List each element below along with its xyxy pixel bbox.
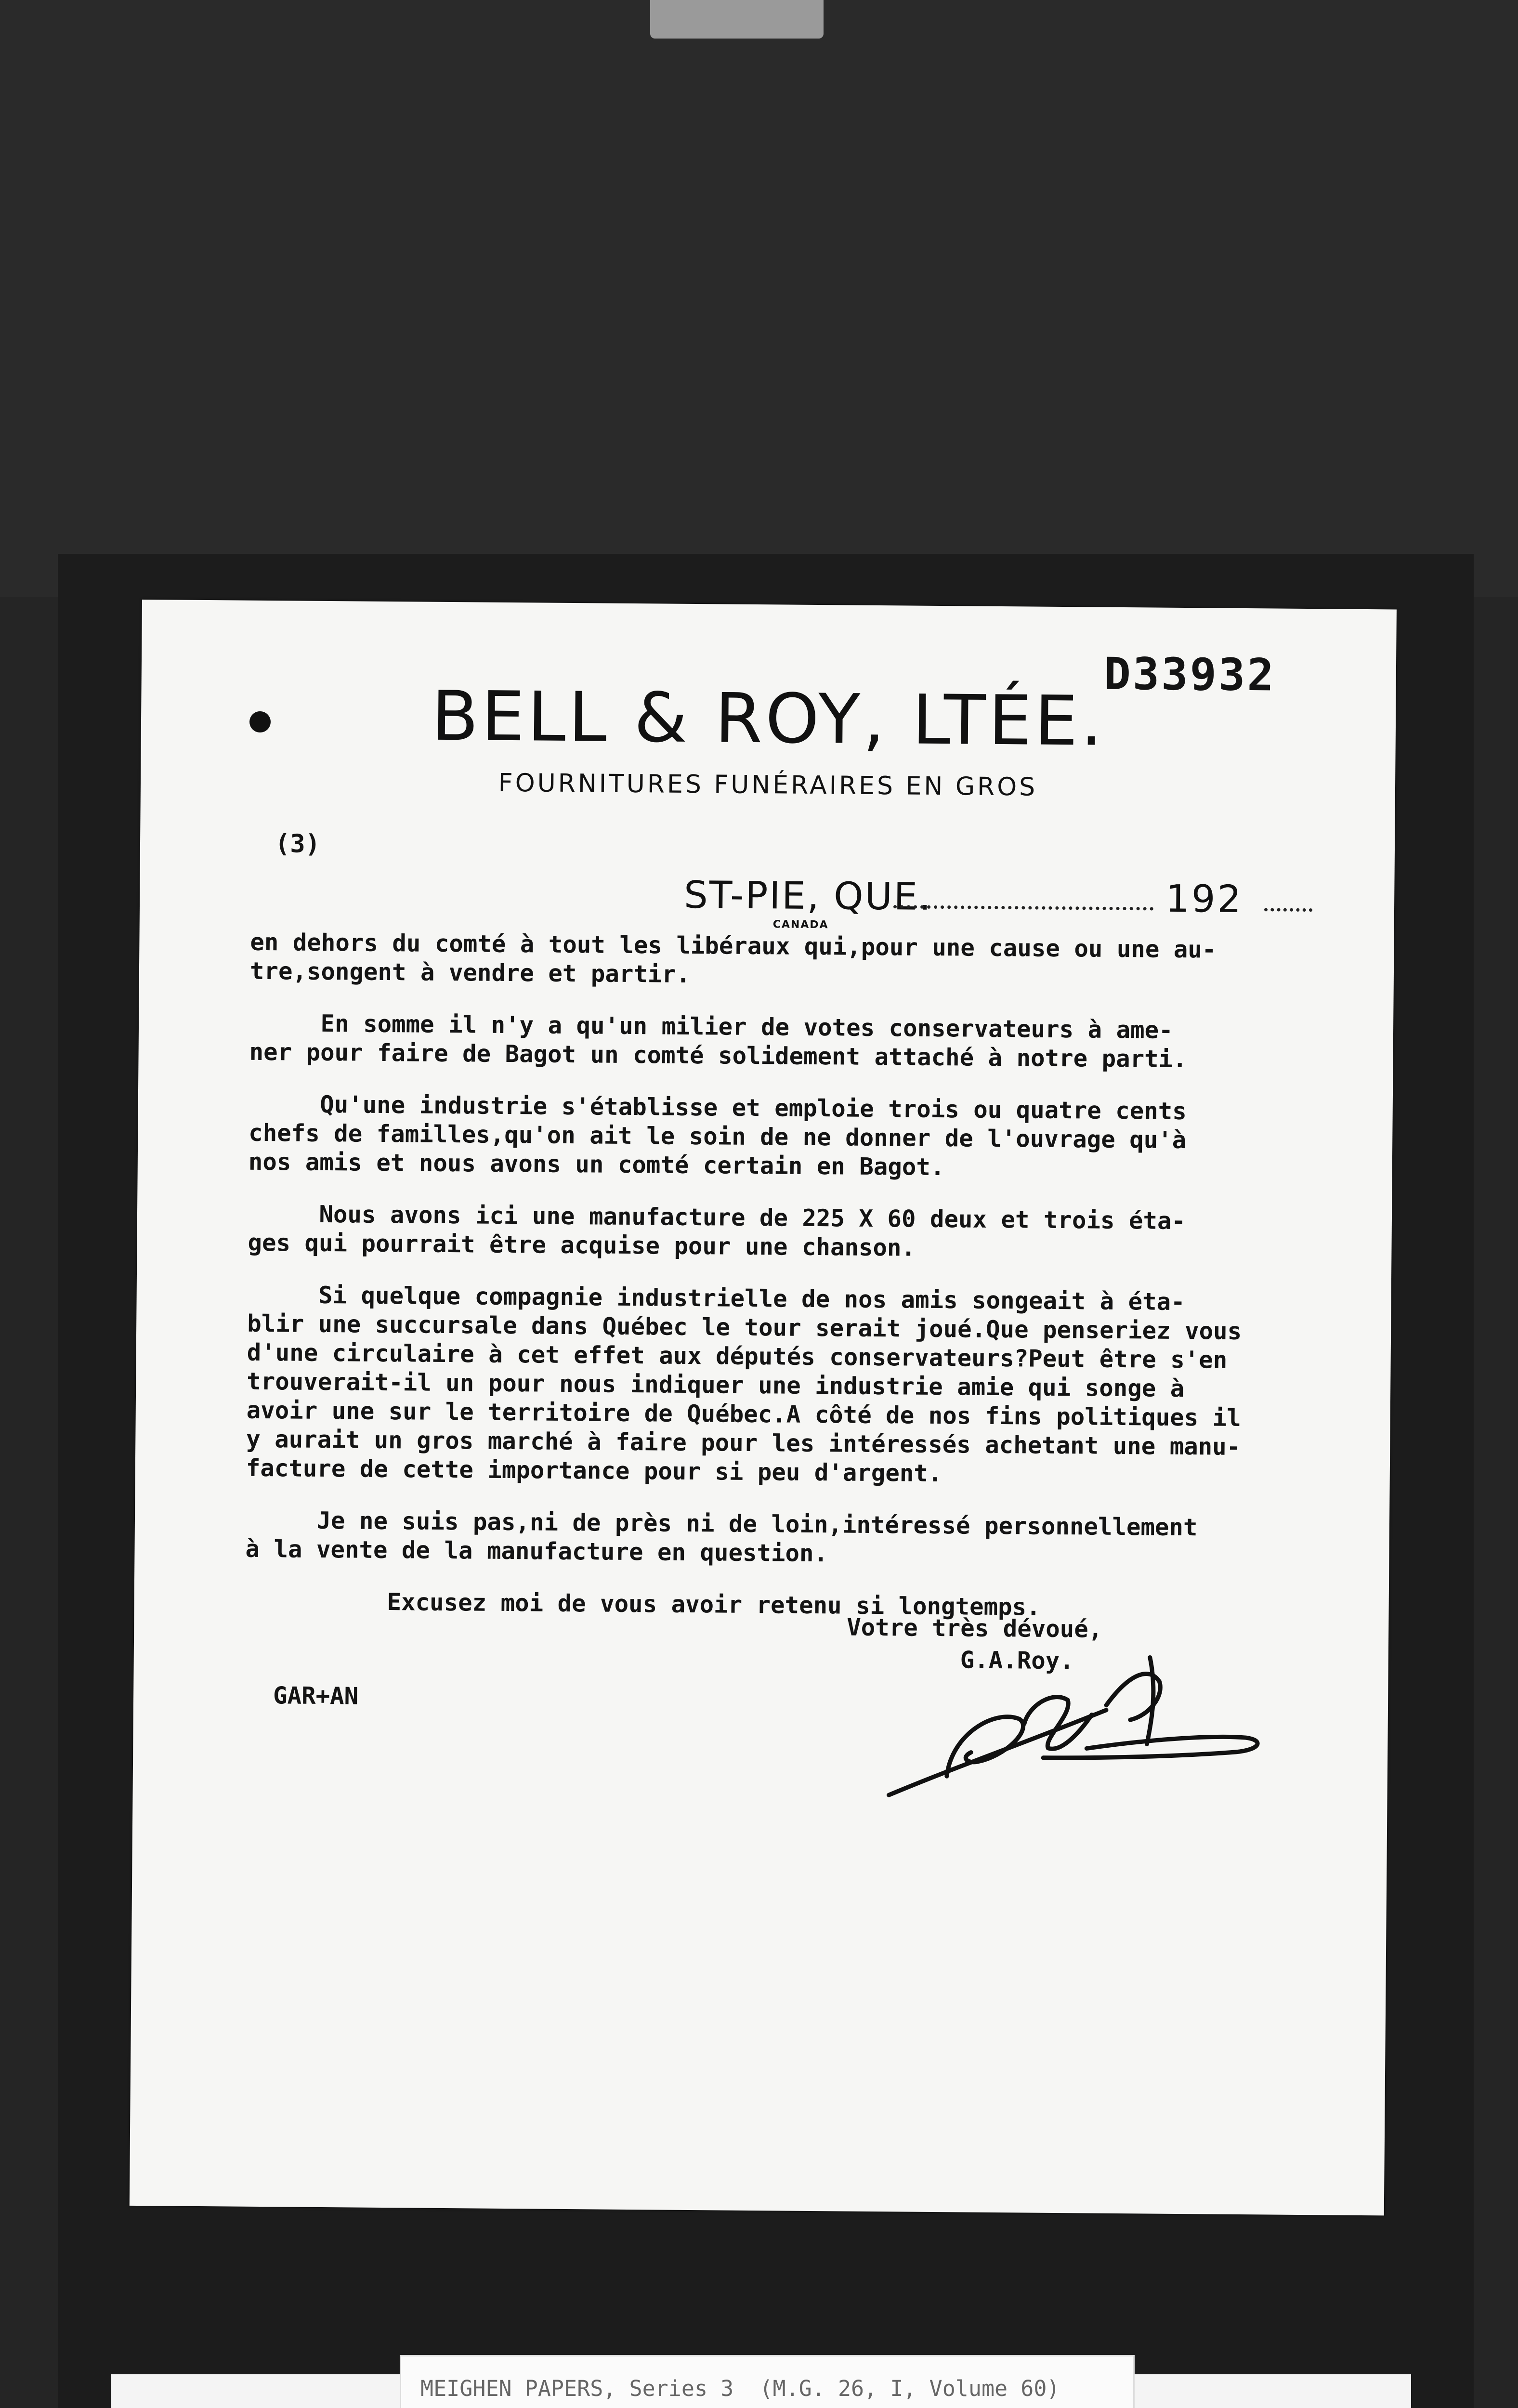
paragraph: en dehors du comté à tout les libéraux qui,pour une cause ou une au- tre,songent à vendre et partir. [249, 928, 1217, 988]
paragraph: Nous avons ici une manufacture de 225 X 60 deux et trois éta- ges qui pourrait être acquise pour une chanson. [248, 1200, 1186, 1262]
binder-clip [650, 0, 824, 39]
reference-label [400, 2355, 1135, 2408]
year-prefix: 192 [1165, 877, 1243, 921]
letter-body [245, 928, 1310, 1647]
typist-initials: GAR+AN [273, 1682, 359, 1710]
date-dotted-line [893, 905, 1153, 910]
dark-backdrop [0, 0, 1518, 597]
page-number: (3) [275, 829, 321, 859]
document-number: D33932 [1104, 648, 1276, 701]
company-name: BELL & ROY, LTÉE. [431, 676, 1106, 761]
country-label: CANADA [772, 918, 829, 931]
reference-text: MEIGHEN PAPERS, Series 3 (M.G. 26, I, Volume 60) [420, 2376, 1060, 2401]
closing-signoff: Votre très dévoué, G.A.Roy. [846, 1613, 1103, 1675]
paragraph: Qu'une industrie s'établisse et emploie trois ou quatre cents chefs de familles,qu'on ait le soin de ne donner de l'ouvrage qu'à nos amis et nous avons un comté certain en Bagot. [248, 1090, 1187, 1181]
paragraph: Excusez moi de vous avoir retenu si longtemps. [245, 1587, 1041, 1621]
year-dotted-line [1264, 908, 1312, 912]
company-tagline: FOURNITURES FUNÉRAIRES EN GROS [498, 768, 1038, 802]
paragraph: Je ne suis pas,ni de près ni de loin,intéressé personnellement à la vente de la manufacture en question. [245, 1506, 1198, 1568]
handwritten-signature [879, 1636, 1275, 1822]
place-line: ST-PIE, QUE. [683, 873, 933, 919]
paragraph: En somme il n'y a qu'un milier de votes conservateurs à ame- ner pour faire de Bagot un comté solidement attaché à notre parti. [249, 1009, 1187, 1073]
paragraph: Si quelque compagnie industrielle de nos amis songeait à éta- blir une succursale dans Québec le tour serait joué.Que penseriez vous d'une circulaire à cet effet aux députés conservateurs?Peut être s'en trouverait-il un pour nous indiquer une industrie amie qui songe à avoir une sur le territoire de Québec.A côté de nos fins politiques il y aurait un gros marché à faire pour les intéressés achetant une manu- facture de cette importance pour si peu d'argent. [246, 1281, 1242, 1488]
letter-page [130, 600, 1397, 2215]
